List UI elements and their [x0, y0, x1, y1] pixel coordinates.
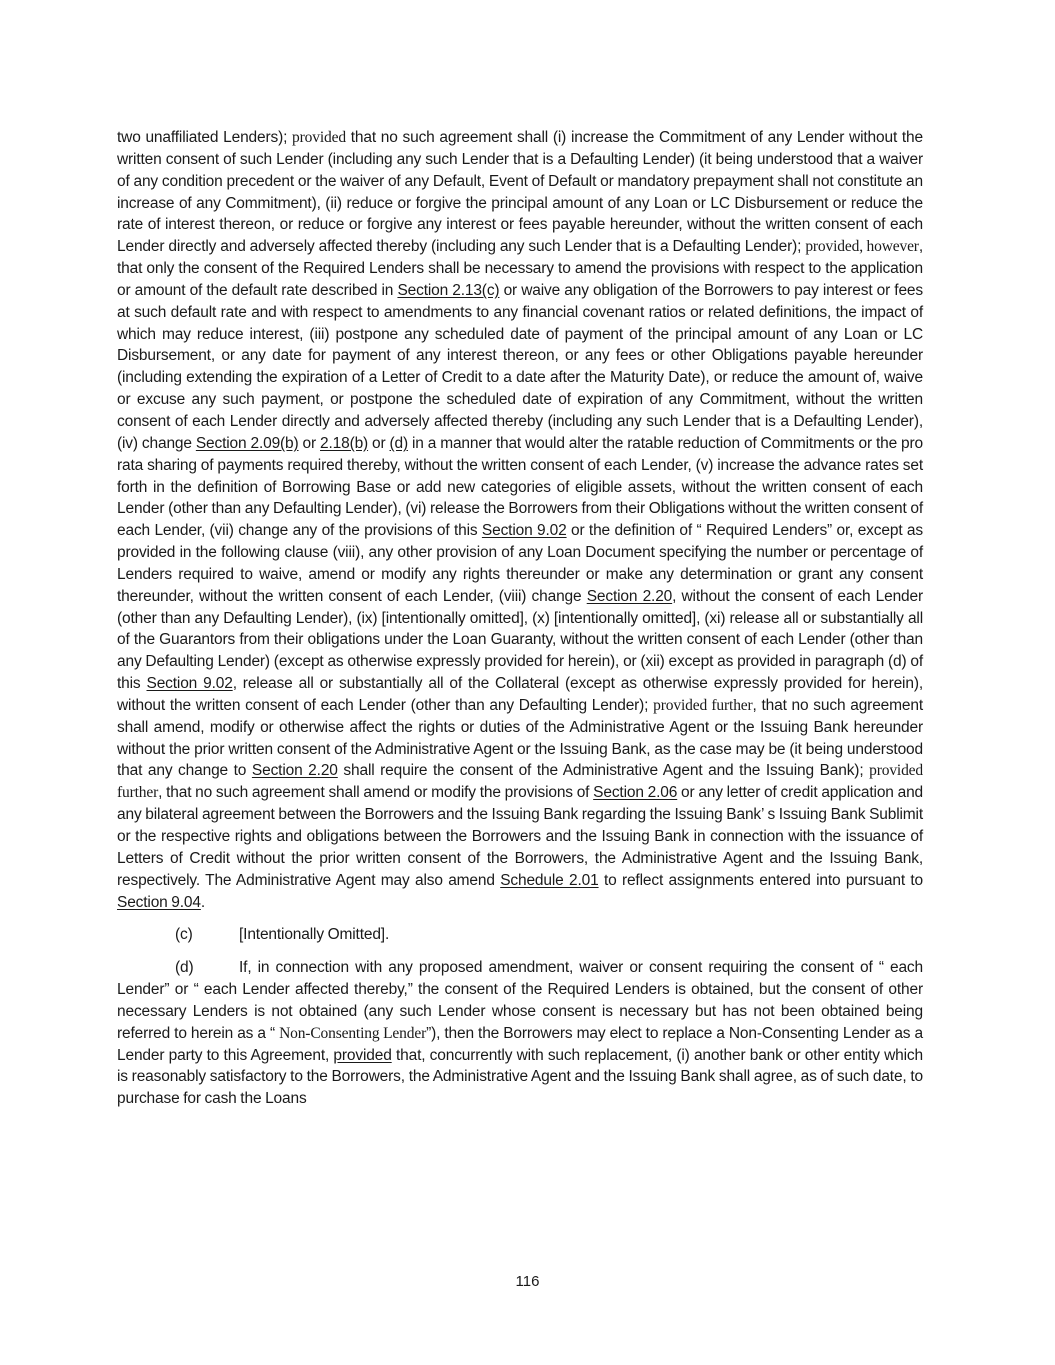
- text-run: in a manner that would alter the ratable reduction of Commitments or the pro rata sharing of payments required thereby, without the written consent of each Lender, (v) increase the advance rates set forth in the definition of Borrowing Base or add new categories of eligible assets, without the written consent of each Lender (other than any Defaulting Lender), (vi) release the Borrowers from their Obligations without the written consent of each Lender, (vii) change any of the provisions of this: [117, 434, 924, 540]
- cross-reference-link: Section 9.02: [481, 522, 567, 540]
- defined-term: provided further: [653, 696, 753, 714]
- paragraph-d-label: (d): [175, 959, 194, 977]
- text-run: If, in connection with any proposed amendment, waiver or consent requiring the consent of “ each Lender” or “ each Lender affected thereby,” the consent of the Required Lenders is obtained, but the consent of other necessary Lenders is not obtained (any such Lender whose consent is necessary but has not been obtained being referred to herein as a “: [117, 959, 923, 1042]
- cross-reference-link: 2.18(b): [320, 434, 369, 452]
- cross-reference-link: provided: [333, 1046, 392, 1064]
- cross-reference-link: Section 2.09(b): [195, 434, 299, 452]
- paragraph-d: [117, 957, 923, 1110]
- paragraph-b-continuation: [117, 127, 923, 913]
- paragraph-c: [117, 924, 923, 946]
- text-run: two unaffiliated Lenders);: [117, 129, 293, 146]
- defined-term: provided, however: [805, 238, 919, 256]
- page-number: 116: [515, 1273, 540, 1290]
- defined-term: Non-Consenting Lender: [279, 1024, 427, 1042]
- cross-reference-link: Section 2.13(c): [397, 281, 500, 299]
- paragraph-c-label: (c): [175, 926, 193, 944]
- cross-reference-link: Section 2.20: [586, 587, 673, 605]
- text-run: or: [368, 434, 390, 452]
- text-run: that no such agreement shall (i) increase the Commitment of any Lender without the written consent of such Lender (including any such Lender that is a Defaulting Lender) (it being understood that a waiver of any condition precedent or the waiver of any Default, Event of Default or mandatory prepayment shall not constitute an increase of any Commitment), (ii) reduce or forgive the principal amount of any Loan or LC Disbursement or reduce the rate of interest thereon, or reduce or forgive any interest or fees payable hereunder, without the written consent of each Lender directly and adversely affected thereby (including any such Lender that is a Defaulting Lender);: [117, 129, 923, 256]
- document-body: [117, 127, 923, 1110]
- text-run: , that no such agreement shall amend, modify or otherwise affect the rights or duties of the Administrative Agent or the Issuing Bank hereunder without the prior written consent of the Administrative Agent or the Issuing Bank, as the case may be (it being understood that any change to: [117, 696, 923, 780]
- paragraph-c-text: [Intentionally Omitted].: [239, 926, 390, 944]
- text-run: or: [298, 434, 320, 452]
- cross-reference-link: Schedule 2.01: [500, 871, 599, 889]
- text-run: , that only the consent of the Required Lenders shall be necessary to amend the provisions with respect to the application or amount of the default rate described in: [117, 238, 923, 299]
- text-run: .: [200, 893, 206, 911]
- text-run: or waive any obligation of the Borrowers to pay interest or fees at such default rate and with respect to amendments to any financial covenant ratios or related definitions, the impact of which may reduce interest, (iii) postpone any scheduled date of payment of the principal amount of any Loan or LC Disbursement, or any date for payment of any interest thereon, or any fees or other Obligations payable hereunder (including extending the expiration of a Letter of Credit to a date after the Maturity Date), or reduce the amount of, waive or excuse any such payment, or postpone the scheduled date of expiration of any Commitment, without the written consent of each Lender directly and adversely affected thereby (including any such Lender that is a Defaulting Lender), (iv) change: [117, 281, 923, 452]
- text-run: ”), then the Borrowers may elect to replace a Non-Consenting Lender as a Lender party to this Agreement,: [117, 1024, 923, 1064]
- text-run: , that no such agreement shall amend or modify the provisions of: [158, 784, 594, 802]
- defined-term: provided further: [117, 762, 924, 802]
- text-run: to reflect assignments entered into pursuant to: [598, 871, 923, 889]
- cross-reference-link: Section 2.06: [593, 784, 678, 802]
- defined-term: provided: [292, 129, 346, 146]
- text-run: , release all or substantially all of the Collateral (except as otherwise expressly provided for herein), without the written consent of each Lender (other than any Defaulting Lender);: [117, 675, 923, 714]
- text-run: , without the consent of each Lender (other than any Defaulting Lender), (ix) [intentionally omitted], (x) [intentionally omitted], (xi) release all or substantially all of the Guarantors from their obligations under the Loan Guaranty, without the written consent of each Lender (other than any Defaulting Lender) (except as otherwise expressly provided for herein), or (xii) except as provided in paragraph (d) of this: [117, 587, 923, 693]
- cross-reference-link: (d): [389, 434, 409, 452]
- text-run: or the definition of “ Required Lenders” or, except as provided in the following clause (viii), any other provision of any Loan Document specifying the number or percentage of Lenders required to waive, amend or modify any rights thereunder or make any determination or grant any consent thereunder, without the written consent of each Lender, (viii) change: [117, 522, 923, 605]
- text-run: that, concurrently with such replacement, (i) another bank or other entity which is reasonably satisfactory to the Borrowers, the Administrative Agent and the Issuing Bank shall agree, as of such date, to purchase for cash the Loans: [117, 1046, 923, 1108]
- cross-reference-link: Section 2.20: [251, 762, 338, 780]
- cross-reference-link: Section 9.02: [146, 675, 233, 693]
- text-run: shall require the consent of the Administrative Agent and the Issuing Bank);: [337, 762, 870, 780]
- cross-reference-link: Section 9.04: [117, 893, 201, 911]
- text-run: or any letter of credit application and any bilateral agreement between the Borrowers and the Issuing Bank regarding the Issuing Bank’ s Issuing Bank Sublimit or the respective rights and obligations between the Borrowers and the Issuing Bank in connection with the issuance of Letters of Credit without the prior written consent of the Borrowers, the Administrative Agent and the Issuing Bank, respectively. The Administrative Agent may also amend: [117, 784, 924, 889]
